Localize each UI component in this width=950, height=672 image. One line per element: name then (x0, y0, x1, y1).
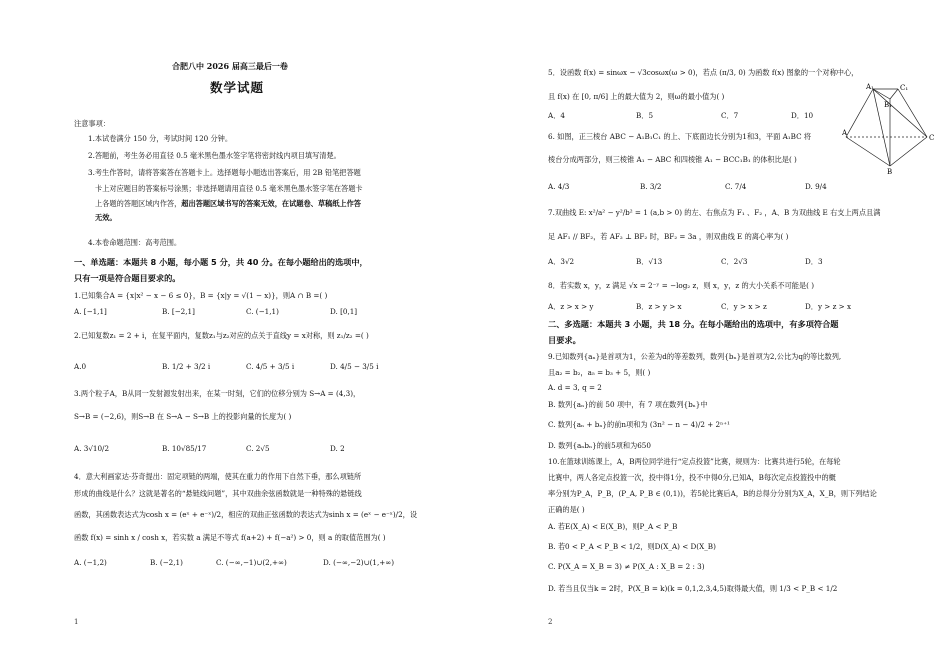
q9-option-b: B. 数列{aₙ}的前 50 项中，有 7 项在数列{bₙ}中 (548, 400, 708, 409)
q10-stem-2: 比赛中，两人各定点投篮一次，投中得1分，投不中得0分,已知A，B每次定点投篮投中的概 (548, 473, 836, 482)
q4-option-b: B. (−2,1) (150, 558, 183, 567)
section1-line1: 一、单选题：本题共 8 小题，每小题 5 分，共 40 分。在每小题给出的选项中， (74, 257, 368, 267)
note-3b: 卡上对应题目的答案标号涂黑；非选择题请用直径 0.5 毫米黑色墨水签字笔在答题卡 (95, 184, 363, 193)
right-page (475, 0, 935, 672)
q3-stem-1: 3.两个粒子A，B从同一发射源发射出来，在某一时刻，它们的位移分别为 S→A = (4,3)， (74, 389, 361, 398)
q5-stem-2: 且 f(x) 在 [0, π/6] 上的最大值为 2，则ω的最小值为( ) (548, 92, 725, 101)
page-number-right: 2 (548, 618, 553, 626)
q3-option-c: C. 2√5 (246, 444, 270, 453)
q5-option-a: A．4 (548, 111, 565, 120)
label-a1: A₁ (866, 83, 874, 91)
q4-option-a: A. (−1,2) (74, 558, 107, 567)
q6-option-d: D. 9/4 (805, 182, 827, 191)
left-page (0, 0, 460, 672)
q9-option-a: A. d = 3, q = 2 (548, 383, 602, 392)
label-c1: C₁ (900, 84, 909, 92)
q10-stem-3: 率分别为P_A，P_B，(P_A, P_B ∈ (0,1))，若5轮比赛后A，B的总得分分别为X_A，X_B，则下列结论 (548, 489, 877, 498)
q2-option-d: D. 4/5 − 3/5 i (330, 362, 379, 371)
section2-line2: 目要求。 (548, 335, 581, 345)
q1-option-b: B. [−2,1] (162, 307, 195, 316)
q4-option-d: D. (−∞,−2)∪(1,+∞) (323, 558, 395, 567)
q4-stem-1: 4．意大利画家达·芬奇提出：固定项链的两端，使其在重力的作用下自然下垂，那么项链所 (74, 472, 362, 481)
q8-option-b: B．z > y > x (636, 302, 682, 311)
section1-line2: 只有一项是符合题目要求的。 (74, 273, 181, 283)
notes-heading: 注意事项： (74, 119, 110, 128)
q8-option-c: C．y > x > z (721, 302, 767, 311)
q4-stem-2: 形成的曲线是什么？这就是著名的“悬链线问题”，其中双曲余弦函数就是一种特殊的悬链线 (74, 489, 362, 498)
q5-option-c: C．7 (721, 111, 739, 120)
note-3c (95, 199, 361, 208)
note-3c-bold: 超出答题区域书写的答案无效，在试题卷、草稿纸上作答 (181, 199, 361, 208)
q7-option-d: D．3 (805, 257, 823, 266)
q8-option-d: D．y > z > x (805, 302, 852, 311)
q10-option-d: D. 若当且仅当k = 2时，P(X_B = k)(k = 0,1,2,3,4,5)取得最大值，则 1/3 < P_B < 1/2 (548, 584, 838, 593)
q9-stem-1: 9.已知数列{aₙ}是首项为1，公差为d的等差数列，数列{bₙ}是首项为2,公比为q的等比数列, (548, 352, 842, 361)
q8-stem: 8．若实数 x，y，z 满足 √x = 2⁻ʸ = −log₂ z，则 x，y，z 的大小关系不可能是( ) (548, 281, 815, 290)
note-3c-plain: 上各题的答题区域内作答， (95, 199, 182, 208)
q4-stem-4: 函数 f(x) = sinh x / cosh x，若实数 a 满足不等式 f(a+2) + f(−a²) > 0，则 a 的取值范围为( ) (74, 533, 386, 542)
q5-stem-1: 5．设函数 f(x) = sinωx − √3cosωx(ω > 0)，若点 (π/3, 0) 为函数 f(x) 图象的一个对称中心， (548, 68, 859, 77)
section2-line1: 二、多选题：本题共 3 小题，共 18 分。在每小题给出的选项中，有多项符合题 (548, 319, 839, 329)
q7-option-a: A．3√2 (548, 257, 575, 266)
q9-stem-2: 且a₂ = b₂，a₅ = b₃ + 5，则( ) (548, 368, 651, 377)
q10-stem-4: 正确的是( ) (548, 505, 585, 514)
label-b1: B₁ (884, 101, 892, 109)
q6-stem-2: 棱台分成两部分，则三棱锥 A₁ − ABC 和四棱锥 A₁ − BCC₁B₁ 的体积比是( ) (548, 155, 797, 164)
q6-option-c: C. 7/4 (725, 182, 747, 191)
q7-option-c: C．2√3 (721, 257, 748, 266)
q4-option-c: C. (−∞,−1)∪(2,+∞) (216, 558, 287, 567)
q2-option-c: C. 4/5 + 3/5 i (246, 362, 295, 371)
school-title: 合肥八中 2026 届高三最后一卷 (172, 61, 288, 71)
q3-stem-2: S→B = (−2,6)，则S→B 在 S→A − S→B 上的投影向量的长度为( ) (74, 412, 292, 421)
q2-option-a: A.0 (74, 362, 87, 371)
q7-stem-1: 7.双曲线 E: x²/a² − y²/b² = 1 (a,b > 0) 的左、右焦点为 F₁ 、F₂ ，A、B 为双曲线 E 右支上两点且满 (548, 208, 881, 217)
note-3a: 3.考生作答时，请将答案答在答题卡上。选择题每小题选出答案后，用 2B 铅笔把答题 (88, 168, 361, 177)
note-1: 1.本试卷满分 150 分，考试时间 120 分钟。 (88, 134, 233, 143)
label-a: A (842, 129, 848, 137)
q5-option-b: B．5 (636, 111, 654, 120)
note-3d: 无效。 (95, 213, 117, 222)
q1-option-a: A. [−1,1] (74, 307, 107, 316)
q1-option-d: D. [0,1] (330, 307, 358, 316)
q2-option-b: B. 1/2 + 3/2 i (162, 362, 211, 371)
q7-option-b: B．√13 (636, 257, 663, 266)
q1-stem: 1.已知集合A = {x|x² − x − 6 ≤ 0}，B = {x|y = √(1 − x)}，则A ∩ B =( ) (74, 291, 328, 300)
q10-option-b: B. 若0 < P_A < P_B < 1/2，则D(X_A) < D(X_B) (548, 542, 716, 551)
q6-stem-1: 6. 如图，正三棱台 ABC − A₁B₁C₁ 的上、下底面边长分别为1和3，平面 A₁BC 将 (548, 132, 812, 141)
q7-stem-2: 足 AF₁ // BF₂，若 AF₂ ⊥ BF₂ 时，BF₂ = 3a ，则双曲线 E 的离心率为( ) (548, 232, 789, 241)
note-2: 2.答题前，考生务必用直径 0.5 毫米黑色墨水签字笔将密封线内项目填写清楚。 (88, 151, 341, 160)
subject-title: 数学试题 (210, 80, 265, 95)
q3-option-d: D. 2 (330, 444, 345, 453)
page-number-left: 1 (74, 618, 79, 626)
note-4: 4.本卷命题范围：高考范围。 (88, 238, 182, 247)
label-b: B (887, 168, 893, 175)
q1-option-c: C. (−1,1) (246, 307, 279, 316)
q10-option-c: C. P(X_A = X_B = 3) ≠ P(X_A : X_B = 2 : 3) (548, 562, 705, 571)
q9-option-d: D. 数列{aₙbₙ}的前5项和为650 (548, 441, 651, 450)
q2-stem: 2.已知复数z₁ = 2 + i，在复平面内，复数z₁与z₂对应的点关于直线y = x对称，则 z₁/z₂ =( ) (74, 331, 369, 340)
q9-option-c: C. 数列{aₙ + bₙ}的前n项和为 (3n² − n − 4)/2 + 2ⁿ⁺¹ (548, 420, 730, 429)
q5-option-d: D．10 (791, 111, 814, 120)
q6-option-b: B. 3/2 (640, 182, 662, 191)
frustum-figure (842, 80, 937, 175)
q3-option-a: A. 3√10/2 (74, 444, 110, 453)
label-c: C (929, 134, 935, 142)
q8-option-a: A．z > x > y (548, 302, 594, 311)
q10-stem-1: 10.在篮球训练课上，A，B两位同学进行“定点投篮”比赛，规则为：比赛共进行5轮，在每轮 (548, 457, 841, 466)
q10-option-a: A. 若E(X_A) < E(X_B)，则P_A < P_B (548, 522, 678, 531)
q3-option-b: B. 10√85/17 (162, 444, 207, 453)
q6-option-a: A. 4/3 (548, 182, 570, 191)
q4-stem-3: 函数，其函数表达式为cosh x = (eˣ + e⁻ˣ)/2，相应的双曲正弦函数的表达式为sinh x = (eˣ − e⁻ˣ)/2，设 (74, 510, 418, 519)
